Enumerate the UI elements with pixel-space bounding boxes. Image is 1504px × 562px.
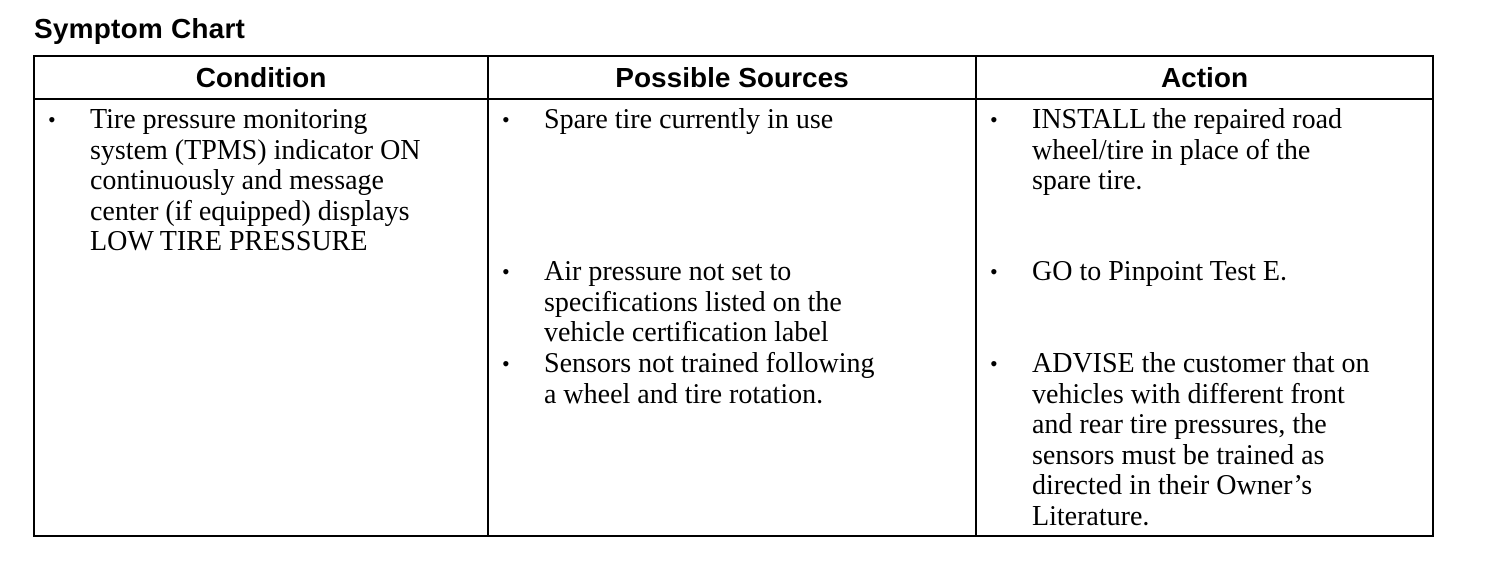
column-divider-1 xyxy=(487,57,489,535)
bullet: • xyxy=(990,351,998,376)
source-text: Air pressure not set to specifications listed on the vehicle certification label xyxy=(544,256,842,349)
bullet: • xyxy=(990,259,998,284)
source-text: Spare tire currently in use xyxy=(544,104,834,135)
bullet: • xyxy=(502,259,510,284)
source-text: Sensors not trained following a wheel and tire rotation. xyxy=(544,348,875,410)
bullet: • xyxy=(990,107,998,132)
bullet: • xyxy=(502,351,510,376)
symptom-chart-table xyxy=(33,55,1434,537)
bullet: • xyxy=(502,107,510,132)
condition-text: Tire pressure monitoring system (TPMS) indicator ON continuously and message center (if equipped) displays LOW TIRE PRESSURE xyxy=(90,104,421,258)
column-header-action: Action xyxy=(1160,61,1249,93)
column-divider-2 xyxy=(975,57,977,535)
action-text: GO to Pinpoint Test E. xyxy=(1032,256,1287,287)
header-divider xyxy=(35,98,1432,100)
page-title: Symptom Chart xyxy=(34,13,246,44)
bullet: • xyxy=(48,107,56,132)
column-header-condition: Condition xyxy=(195,61,327,93)
action-text: ADVISE the customer that on vehicles with different front and rear tire pressures, the sensors must be trained as directed in their Owner’s Literature. xyxy=(1032,348,1370,532)
column-header-possible-sources: Possible Sources xyxy=(615,61,849,93)
action-text: INSTALL the repaired road wheel/tire in place of the spare tire. xyxy=(1032,104,1343,197)
